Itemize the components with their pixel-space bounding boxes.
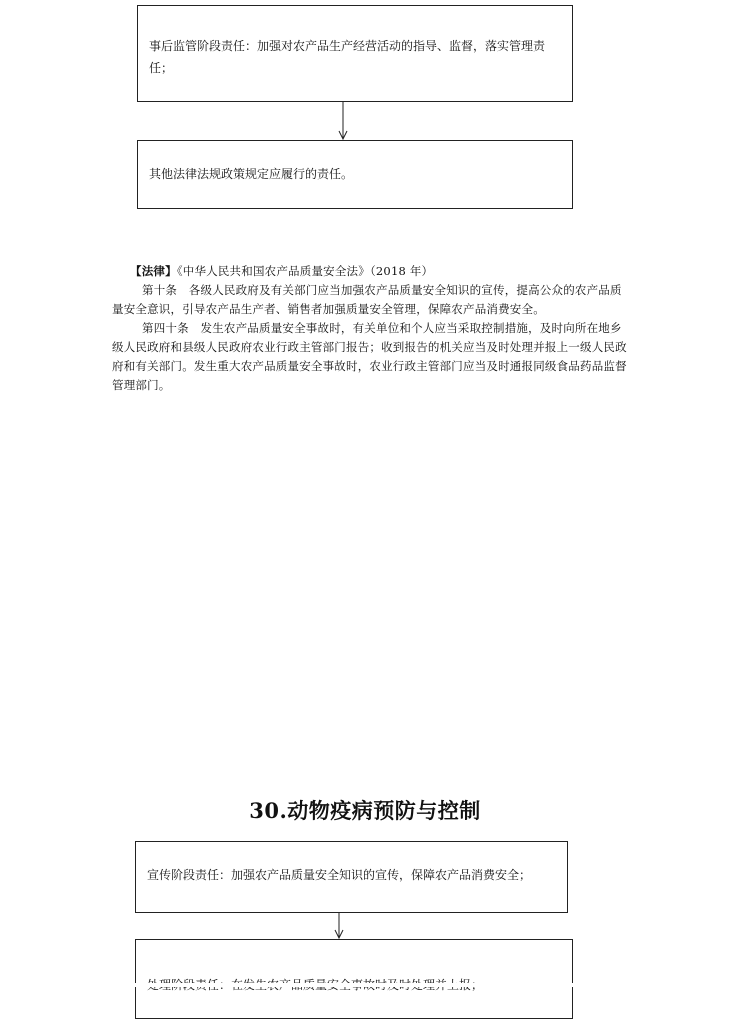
flow-arrow-down: [332, 913, 346, 939]
law-article-10: 第十条 各级人民政府及有关部门应当加强农产品质量安全知识的宣传，提高公众的农产品质量安全意识，引导农产品生产者、销售者加强质量安全管理，保障农产品消费安全。: [112, 283, 622, 316]
flow-box-other-duties: [137, 140, 573, 209]
law-citation: [112, 262, 632, 395]
law-article-40: 第四十条 发生农产品质量安全事故时，有关单位和个人应当采取控制措施，及时向所在地乡级人民政府和县级人民政府农业行政主管部门报告；收到报告的机关应当及时处理并报上一级人民政府和有关部门。发生重大农产品质量安全事故时，农业行政主管部门应当及时通报同级食品药品监督管理部门。: [112, 321, 627, 392]
law-tag: 【法律】: [130, 264, 177, 278]
flow-box-publicity: [135, 841, 568, 913]
flow-box-text: 事后监管阶段责任：加强对农产品生产经营活动的指导、监督，落实管理责任；: [149, 39, 546, 75]
law-title: 《中华人民共和国农产品质量安全法》（2018 年）: [176, 264, 434, 278]
flow-box-text: 其他法律法规政策规定应履行的责任。: [149, 167, 354, 181]
flow-box-post-supervision: [137, 5, 573, 102]
page-bottom-edge: [0, 983, 730, 987]
flow-box-handling: [135, 939, 573, 1019]
section-title: 30.动物疫病预防与控制: [249, 798, 481, 823]
flow-arrow-down: [336, 102, 350, 140]
flow-box-text: 宣传阶段责任：加强农产品质量安全知识的宣传，保障农产品消费安全；: [147, 868, 532, 882]
law-heading: [112, 262, 632, 281]
